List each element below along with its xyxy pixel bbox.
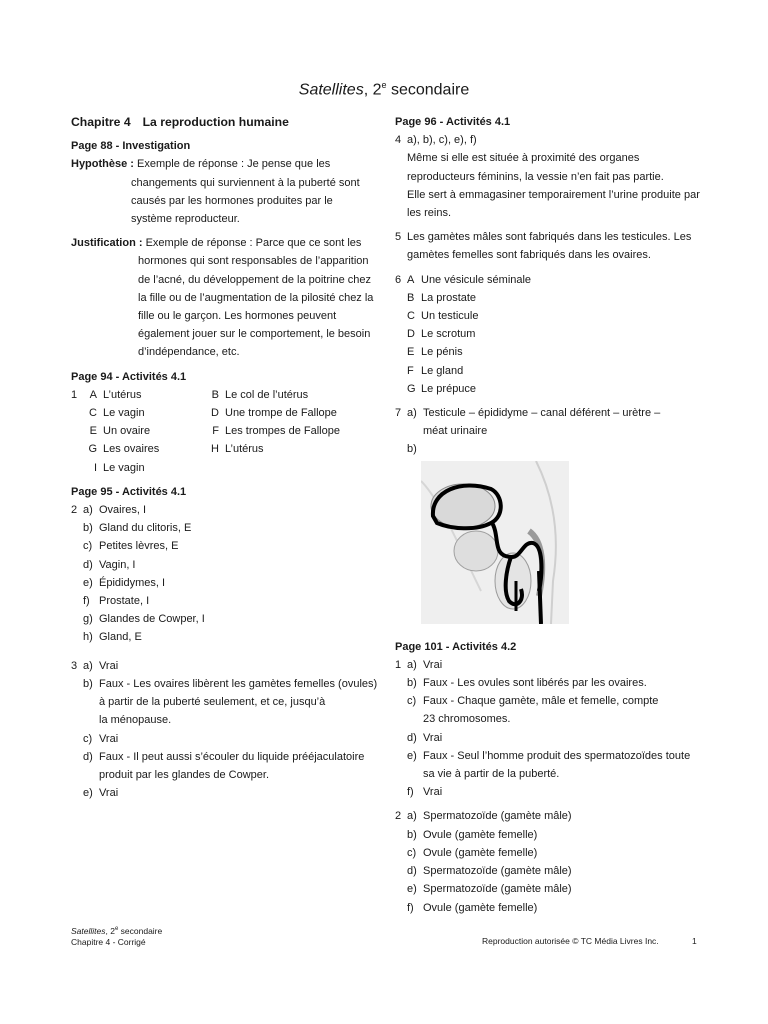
answer-q4: 4 a), b), c), e), f) Même si elle est située à proximité des organes reproducteurs féminins, la vessie n’en fait pas partie. Elle sert à emmagasiner temporairement l’urine produite par les reins. — [395, 134, 700, 220]
hypothesis-block: Hypothèse : Exemple de réponse : Je pense que les changements qui surviennent à la puberté sont causés par les hormones produites par le système reproducteur. — [71, 158, 360, 226]
answer-list-p101-q1: 1 a) Vrai b) Faux - Les ovules sont libérés par les ovaires. c) Faux - Chaque gamète, mâle et femelle, compte 23 chromosomes. d) Vrai e) Faux - Seul l’homme produit des spermatozoïdes toute sa vie à partir de la puberté. f) Vrai — [395, 658, 691, 799]
page-number: 1 — [692, 936, 697, 946]
diagram-drawing — [421, 461, 569, 624]
answer-list-p94: 1 A L’utérus B Le col de l’utérus C Le vagin D Une trompe de Fallope E Un ovaire F Les trompes de Fallope G Les ovaires H L’utérus I Le vagin — [71, 388, 340, 474]
justification-block: Justification : Exemple de réponse : Parce que ce sont les hormones qui sont responsables de l’apparition de l’acné, du développement de la poitrine chez la fille ou de l’augmentation de la pilosité chez la fille ou le garçon. Les hormones peuvent également jouer sur le comportement, le besoin d’indépendance, etc. — [71, 237, 374, 359]
section-heading-p95: Page 95 - Activités 4.1 — [71, 485, 187, 498]
section-heading-p101: Page 101 - Activités 4.2 — [395, 640, 517, 653]
section-heading-p96: Page 96 - Activités 4.1 — [395, 116, 511, 128]
footer-left: Satellites, 2e secondaire Chapitre 4 - Corrigé — [71, 925, 163, 947]
answer-q7: 7 a) Testicule – épididyme – canal déférent – urètre – méat urinaire b) — [395, 407, 661, 456]
hypothesis-label: Hypothèse : — [71, 158, 134, 171]
answer-q6: 6 A Une vésicule séminale B La prostate C Un testicule D Le scrotum E Le pénis F Le gland G Le prépuce — [395, 273, 532, 395]
justification-label: Justification : — [71, 237, 143, 250]
answer-list-p101-q2: 2 a) Spermatozoïde (gamète mâle) b) Ovule (gamète femelle) c) Ovule (gamète femelle) d) Spermatozoïde (gamète mâle) e) Spermatozoïde (gamète mâle) f) Ovule (gamète femelle) — [395, 810, 572, 914]
answer-list-p95-q3: 3 a) Vrai b) Faux - Les ovaires libèrent les gamètes femelles (ovules) à partir de la puberté seulement, et ce, jusqu’à la ménopause. c) Vrai d) Faux - Il peut aussi s’écouler du liquide prééjaculatoire produit par les glandes de Cowper. e) Vrai — [71, 659, 378, 800]
chapter-heading: Chapitre 4 La reproduction humaine — [71, 115, 289, 129]
left-column — [71, 113, 381, 802]
footer-copyright: Reproduction autorisée © TC Média Livres Inc. — [482, 936, 659, 946]
right-column — [395, 113, 705, 917]
section-heading-p94: Page 94 - Activités 4.1 — [71, 370, 187, 383]
page-title: Satellites, 2e secondaire — [298, 80, 470, 99]
section-heading-p88: Page 88 - Investigation — [71, 140, 191, 153]
reproductive-diagram — [421, 461, 569, 624]
answer-q5: 5 Les gamètes mâles sont fabriqués dans les testicules. Les gamètes femelles sont fabriqués dans les ovaires. — [395, 231, 692, 262]
answer-list-p95-q2: 2 a) Ovaires, I b) Gland du clitoris, E c) Petites lèvres, E d) Vagin, I e) Épididymes, I f) Prostate, I g) Glandes de Cowper, I h) Gland, E — [71, 504, 205, 644]
